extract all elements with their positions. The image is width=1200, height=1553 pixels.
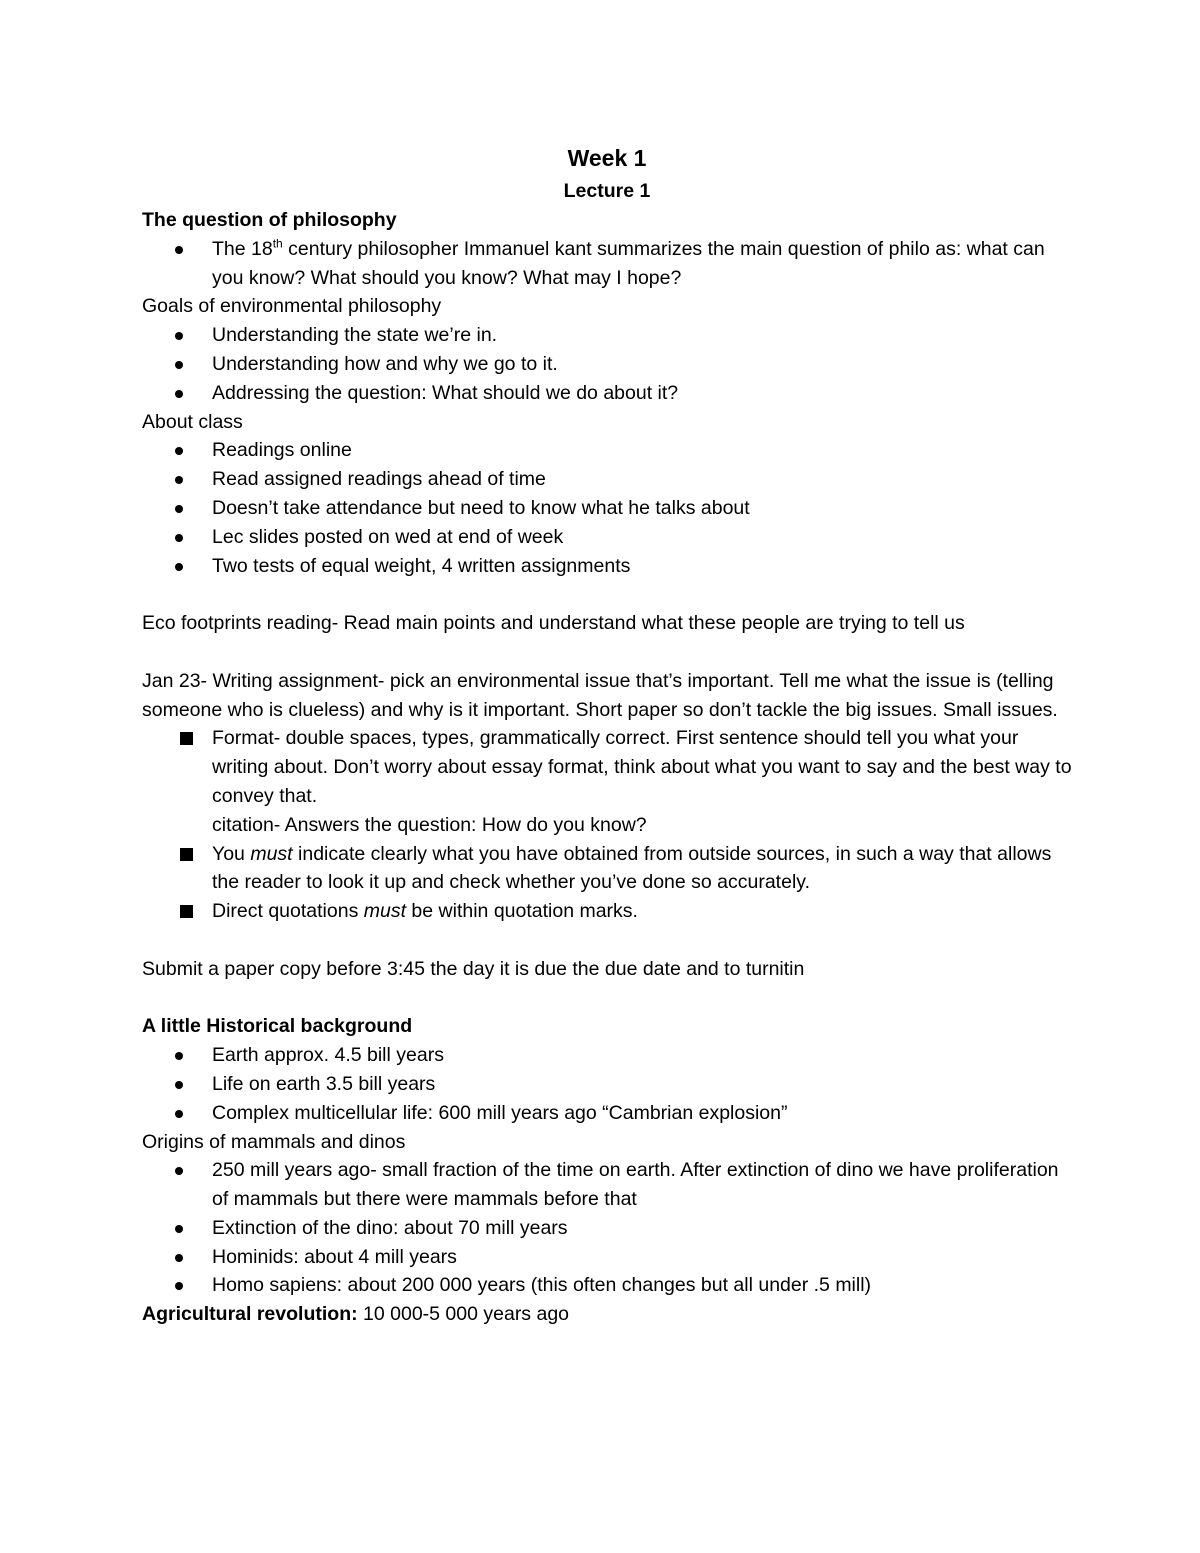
bullet-icon — [175, 1081, 183, 1089]
list-item-text: Two tests of equal weight, 4 written assignments — [212, 554, 631, 577]
eco-footprints-paragraph: Eco footprints reading- Read main points and understand what these people are trying to tell us — [142, 612, 965, 635]
bullet-icon — [175, 1052, 183, 1060]
spacer — [142, 926, 1072, 955]
assignment-list-2 — [142, 840, 1072, 926]
list-item — [142, 321, 1072, 350]
bullet-icon — [175, 1254, 183, 1262]
list-item — [142, 840, 1072, 898]
history-list — [142, 1041, 1072, 1127]
list-item — [142, 523, 1072, 552]
emphasis: must — [250, 842, 293, 865]
bullet-icon — [175, 1110, 183, 1118]
list-item-text: Doesn’t take attendance but need to know what he talks about — [212, 496, 750, 519]
list-item-text: Homo sapiens: about 200 000 years (this often changes but all under .5 mill) — [212, 1274, 872, 1297]
bullet-icon — [175, 246, 183, 254]
page-title: Week 1 — [567, 145, 647, 171]
list-item-text: The 18 — [212, 237, 273, 260]
bullet-icon — [175, 505, 183, 513]
list-item-text: indicate clearly what you have obtained from outside sources, in such a way that allows the reader to look it up and check whether you’ve done so accurately. — [212, 842, 1052, 894]
superscript: th — [272, 236, 283, 251]
submit-paragraph: Submit a paper copy before 3:45 the day it is due the due date and to turnitin — [142, 957, 805, 980]
list-item-text: Format- double spaces, types, grammatically correct. First sentence should tell you what your writing about. Don’t worry about essay format, think about what you want to say and the best way to convey that. — [212, 727, 1072, 807]
list-item-text: Read assigned readings ahead of time — [212, 468, 546, 491]
spacer — [142, 580, 1072, 609]
emphasis: must — [363, 900, 407, 923]
list-item — [142, 350, 1072, 379]
list-item-text: Addressing the question: What should we do about it? — [212, 381, 679, 404]
spacer — [142, 638, 1072, 667]
list-item-text: Earth approx. 4.5 bill years — [212, 1044, 444, 1067]
list-item — [142, 897, 1072, 926]
list-item — [142, 1070, 1072, 1099]
square-bullet-icon — [180, 905, 193, 918]
list-item — [142, 1156, 1072, 1214]
list-item — [142, 1041, 1072, 1070]
assignment-paragraph: Jan 23- Writing assignment- pick an environmental issue that’s important. Tell me what the issue is (telling someone who is clueless) and why is it important. Short paper so don’t tackle the big issues. Small issues. — [142, 669, 1058, 721]
bullet-icon — [175, 476, 183, 484]
list-item-text: Direct quotations — [212, 900, 364, 923]
spacer — [142, 984, 1072, 1013]
list-item — [142, 1271, 1072, 1300]
about-list — [142, 436, 1072, 580]
list-item-text: Hominids: about 4 mill years — [212, 1245, 457, 1268]
square-bullet-icon — [180, 848, 193, 861]
list-item-text: century philosopher Immanuel kant summarizes the main question of philo as: what can you know? What should you know? What may I hope? — [212, 237, 1045, 289]
agri-label: Agricultural revolution: — [142, 1303, 358, 1326]
list-item-text: Complex multicellular life: 600 mill years ago “Cambrian explosion” — [212, 1101, 788, 1124]
list-item-text: Readings online — [212, 439, 352, 462]
list-item-text: You — [212, 842, 251, 865]
bullet-icon — [175, 361, 183, 369]
list-item — [142, 1214, 1072, 1243]
section-heading-philosophy: The question of philosophy — [142, 209, 397, 231]
agri-text: 10 000-5 000 years ago — [357, 1303, 570, 1326]
list-item-text: Extinction of the dino: about 70 mill years — [212, 1216, 568, 1239]
list-item — [142, 724, 1072, 810]
section-heading-about: About class — [142, 410, 243, 433]
citation-line: citation- Answers the question: How do you know? — [212, 813, 647, 836]
list-item — [142, 1243, 1072, 1272]
goals-list — [142, 321, 1072, 407]
list-item-text: 250 mill years ago- small fraction of the time on earth. After extinction of dino we have proliferation of mammals but there were mammals before that — [212, 1159, 1059, 1211]
list-item-text: Lec slides posted on wed at end of week — [212, 525, 564, 548]
bullet-icon — [175, 1282, 183, 1290]
agricultural-revolution-line — [142, 1300, 1072, 1329]
bullet-icon — [175, 563, 183, 571]
list-item-text: be within quotation marks. — [406, 900, 638, 923]
section-heading-goals: Goals of environmental philosophy — [142, 295, 442, 318]
list-item — [142, 552, 1072, 581]
bullet-icon — [175, 534, 183, 542]
list-item-text: Understanding the state we’re in. — [212, 324, 498, 347]
bullet-icon — [175, 390, 183, 398]
list-item — [142, 494, 1072, 523]
list-item — [142, 1099, 1072, 1128]
bullet-icon — [175, 1167, 183, 1175]
section-heading-origins: Origins of mammals and dinos — [142, 1130, 406, 1153]
origins-list — [142, 1156, 1072, 1300]
bullet-icon — [175, 1225, 183, 1233]
list-item-text: Life on earth 3.5 bill years — [212, 1072, 436, 1095]
bullet-icon — [175, 332, 183, 340]
square-bullet-icon — [180, 732, 193, 745]
document-page — [142, 140, 1072, 1329]
page-subtitle: Lecture 1 — [563, 180, 651, 202]
list-item-text: Understanding how and why we go to it. — [212, 352, 558, 375]
section-heading-history: A little Historical background — [142, 1015, 413, 1038]
list-item — [142, 379, 1072, 408]
philosophy-list — [142, 235, 1072, 293]
bullet-icon — [175, 447, 183, 455]
assignment-list — [142, 724, 1072, 810]
list-item — [142, 235, 1072, 293]
list-item — [142, 436, 1072, 465]
list-item — [142, 465, 1072, 494]
